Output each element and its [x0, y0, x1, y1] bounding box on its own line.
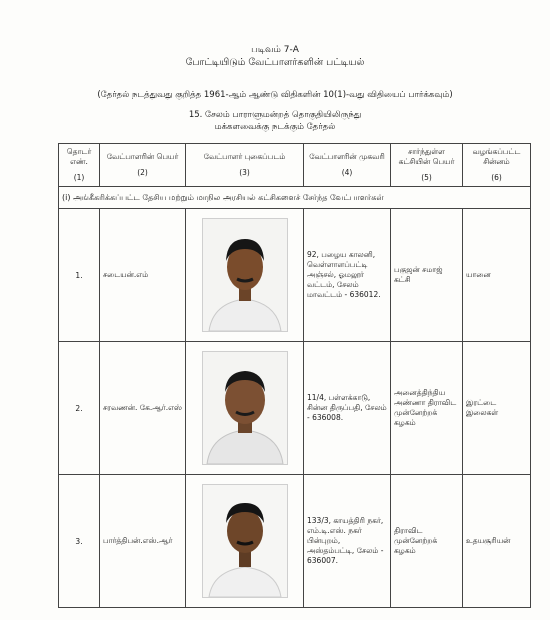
constituency-line-2: மக்களவைக்கு நடக்கும் தேர்தல்: [214, 122, 336, 132]
person-portrait-icon: [203, 485, 287, 597]
serial-number: 3.: [59, 475, 100, 608]
candidate-name: சரவணன். கே.ஆர்.எஸ்: [100, 342, 186, 475]
column-header-address: வேட்பாளரின் முகவரி (4): [304, 144, 391, 187]
document-title: போட்டியிடும் வேட்பாளர்களின் பட்டியல்: [185, 57, 365, 68]
column-header-symbol: வழங்கப்பட்ட சின்னம் (6): [463, 144, 531, 187]
allotted-symbol: உதயசூரியன்: [463, 475, 531, 608]
candidate-table: [58, 143, 531, 608]
document-subtitle: (தேர்தல் நடத்துவது குறித்த 1961-ஆம் ஆண்டு விதிகளின் 10(1)-வது விதியைப் பார்க்கவும்): [97, 90, 453, 100]
column-header-party: சார்ந்துள்ள கட்சியின் பெயர் (5): [391, 144, 463, 187]
candidate-address: 92, பழைய காலனி, வெள்ளாளப்பட்டி அஞ்சல், ஓமலூர் வட்டம், சேலம் மாவட்டம் - 636012.: [304, 209, 391, 342]
allotted-symbol: இரட்டை இலைகள்: [463, 342, 531, 475]
column-header-photo: வேட்பாளர் புகைப்படம் (3): [186, 144, 304, 187]
allotted-symbol: யானை: [463, 209, 531, 342]
candidate-name: சடையன்.எம்: [100, 209, 186, 342]
table-row: [59, 209, 531, 342]
column-header-name: வேட்பாளரின் பெயர் (2): [100, 144, 186, 187]
form-number: படிவம் 7-A: [251, 45, 299, 55]
constituency-line-1: 15. சேலம் பாராளுமன்றத் தொகுதியிலிருந்து: [188, 110, 362, 120]
candidate-photo: [202, 218, 288, 332]
serial-number: 2.: [59, 342, 100, 475]
section-title: (i) அங்கீகரிக்கப்பட்ட தேசிய மற்றும் மாநில அரசியல் கட்சிகளைச் சேர்ந்த வேட்பாளர்கள்: [59, 187, 531, 209]
party-name: பகுஜன் சமாஜ் கட்சி: [391, 209, 463, 342]
candidate-photo-cell: [186, 342, 304, 475]
serial-number: 1.: [59, 209, 100, 342]
candidate-photo-cell: [186, 209, 304, 342]
party-name: அனைத்திந்திய அண்ணா திராவிட முன்னேற்றக் கழகம்: [391, 342, 463, 475]
section-row: [59, 187, 531, 209]
candidate-address: 133/3, காயத்திரி நகர், எம்.டி.எஸ். நகர் பின்புறம், அஸ்தம்பட்டி, சேலம் - 636007.: [304, 475, 391, 608]
person-portrait-icon: [203, 352, 287, 464]
candidate-name: பார்த்திபன்.எஸ்.ஆர்: [100, 475, 186, 608]
table-header-row: [59, 144, 531, 187]
candidate-address: 11/4, பள்ளக்காடு, சின்ன திருப்பதி, சேலம் - 636008.: [304, 342, 391, 475]
column-header-serial: தொடர் எண். (1): [59, 144, 100, 187]
party-name: திராவிட முன்னேற்றக் கழகம்: [391, 475, 463, 608]
candidate-photo: [202, 484, 288, 598]
table-row: [59, 342, 531, 475]
table-row: [59, 475, 531, 608]
candidate-photo-cell: [186, 475, 304, 608]
candidate-photo: [202, 351, 288, 465]
person-portrait-icon: [203, 219, 287, 331]
